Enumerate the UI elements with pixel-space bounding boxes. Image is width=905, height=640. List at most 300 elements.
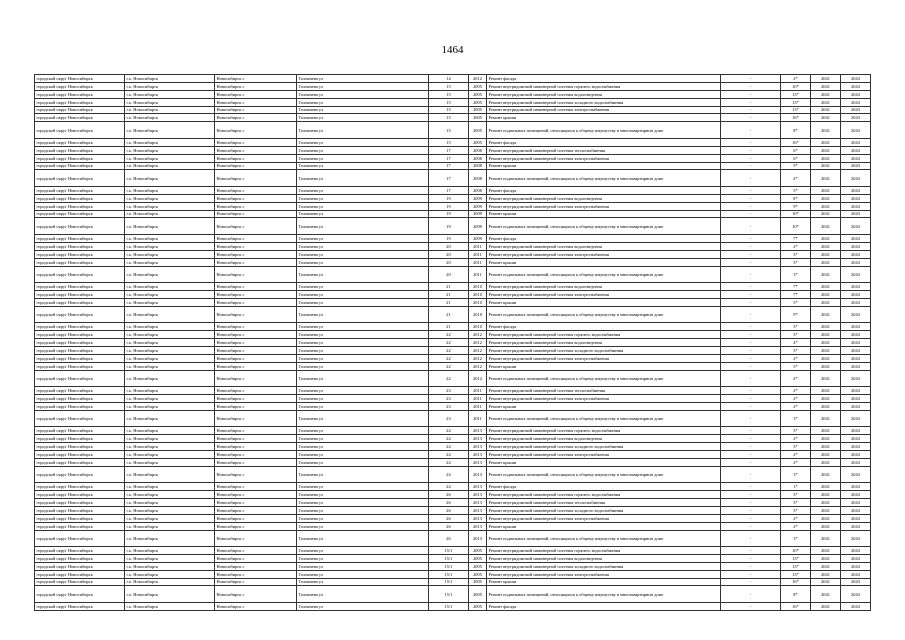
year-to-cell: 2043 — [841, 483, 871, 491]
locality-cell: Новосибирск г — [215, 427, 297, 435]
street-cell: Толмачева ул — [297, 323, 429, 331]
house-number-cell: 19 — [429, 234, 469, 242]
year-to-cell: 2043 — [841, 186, 871, 194]
count-cell: 7* — [781, 290, 811, 298]
house-number-cell: 23 — [429, 387, 469, 395]
year-cell: 2005 — [469, 570, 487, 578]
locality-cell: Новосибирск г — [215, 331, 297, 339]
year-to-cell: 2043 — [841, 210, 871, 218]
street-cell: Толмачева ул — [297, 522, 429, 530]
locality-cell: Новосибирск г — [215, 554, 297, 562]
year-to-cell: 2043 — [841, 298, 871, 306]
municipality-cell: городской округ Новосибирск — [35, 290, 125, 298]
year-to-cell: 2043 — [841, 427, 871, 435]
count-cell: 13* — [781, 106, 811, 114]
year-from-cell: 2041 — [811, 443, 841, 451]
street-cell: Толмачева ул — [297, 410, 429, 427]
house-number-cell: 22 — [429, 346, 469, 354]
locality-cell: Новосибирск г — [215, 138, 297, 146]
municipality-cell: городской округ Новосибирск — [35, 514, 125, 522]
city-district-cell: г.о. Новосибирск — [125, 338, 215, 346]
year-from-cell: 2041 — [811, 290, 841, 298]
count-cell: 13* — [781, 554, 811, 562]
street-cell: Толмачева ул — [297, 234, 429, 242]
house-number-cell: 22 — [429, 354, 469, 362]
year-cell: 2009 — [469, 210, 487, 218]
street-cell: Толмачева ул — [297, 106, 429, 114]
city-district-cell: г.о. Новосибирск — [125, 522, 215, 530]
table-row — [35, 258, 871, 266]
table-row — [35, 514, 871, 522]
street-cell: Толмачева ул — [297, 146, 429, 154]
work-type-cell: Ремонт внутридомовой инженерной системы холодного водоснабжения — [487, 346, 721, 354]
year-from-cell: 2041 — [811, 370, 841, 387]
year-cell: 2013 — [469, 522, 487, 530]
year-cell: 2008 — [469, 154, 487, 162]
dash-cell: - — [721, 586, 781, 603]
year-from-cell: 2041 — [811, 194, 841, 202]
work-type-cell: Ремонт внутридомовой инженерной системы холодного водоснабжения — [487, 506, 721, 514]
year-cell: 2011 — [469, 266, 487, 283]
table-row — [35, 466, 871, 483]
city-district-cell: г.о. Новосибирск — [125, 218, 215, 235]
table-row — [35, 483, 871, 491]
dash-cell: - — [721, 266, 781, 283]
dash-cell: - — [721, 554, 781, 562]
work-type-cell: Ремонт подвальных помещений, относящихся к общему имуществу в многоквартирном доме — [487, 370, 721, 387]
year-to-cell: 2043 — [841, 250, 871, 258]
locality-cell: Новосибирск г — [215, 570, 297, 578]
year-to-cell: 2043 — [841, 514, 871, 522]
year-to-cell: 2043 — [841, 82, 871, 90]
year-to-cell: 2043 — [841, 202, 871, 210]
city-district-cell: г.о. Новосибирск — [125, 394, 215, 402]
year-to-cell: 2043 — [841, 554, 871, 562]
city-district-cell: г.о. Новосибирск — [125, 170, 215, 187]
work-type-cell: Ремонт внутридомовой инженерной системы электроснабжения — [487, 354, 721, 362]
year-from-cell: 2041 — [811, 554, 841, 562]
municipality-cell: городской округ Новосибирск — [35, 306, 125, 323]
city-district-cell: г.о. Новосибирск — [125, 75, 215, 83]
year-to-cell: 2043 — [841, 498, 871, 506]
city-district-cell: г.о. Новосибирск — [125, 586, 215, 603]
year-to-cell: 2043 — [841, 162, 871, 170]
dash-cell: - — [721, 514, 781, 522]
count-cell: 2* — [781, 435, 811, 443]
house-number-cell: 23 — [429, 402, 469, 410]
house-number-cell: 24 — [429, 483, 469, 491]
year-from-cell: 2041 — [811, 450, 841, 458]
city-district-cell: г.о. Новосибирск — [125, 491, 215, 499]
year-from-cell: 2041 — [811, 234, 841, 242]
municipality-cell: городской округ Новосибирск — [35, 458, 125, 466]
dash-cell: - — [721, 578, 781, 586]
work-type-cell: Ремонт крыши — [487, 258, 721, 266]
year-to-cell: 2043 — [841, 331, 871, 339]
dash-cell: - — [721, 283, 781, 291]
table-row — [35, 298, 871, 306]
year-to-cell: 2043 — [841, 602, 871, 610]
city-district-cell: г.о. Новосибирск — [125, 90, 215, 98]
locality-cell: Новосибирск г — [215, 522, 297, 530]
year-from-cell: 2041 — [811, 346, 841, 354]
year-from-cell: 2041 — [811, 331, 841, 339]
year-to-cell: 2043 — [841, 283, 871, 291]
year-cell: 2013 — [469, 443, 487, 451]
house-number-cell: 15 — [429, 90, 469, 98]
city-district-cell: г.о. Новосибирск — [125, 602, 215, 610]
count-cell: 5* — [781, 162, 811, 170]
year-from-cell: 2041 — [811, 402, 841, 410]
year-from-cell: 2041 — [811, 394, 841, 402]
dash-cell: - — [721, 530, 781, 547]
municipality-cell: городской округ Новосибирск — [35, 154, 125, 162]
work-type-cell: Ремонт внутридомовой инженерной системы холодного водоснабжения — [487, 443, 721, 451]
year-to-cell: 2043 — [841, 491, 871, 499]
street-cell: Толмачева ул — [297, 162, 429, 170]
year-to-cell: 2043 — [841, 346, 871, 354]
locality-cell: Новосибирск г — [215, 98, 297, 106]
municipality-cell: городской округ Новосибирск — [35, 354, 125, 362]
table-row — [35, 202, 871, 210]
year-to-cell: 2043 — [841, 323, 871, 331]
year-from-cell: 2041 — [811, 435, 841, 443]
municipality-cell: городской округ Новосибирск — [35, 346, 125, 354]
dash-cell: - — [721, 466, 781, 483]
city-district-cell: г.о. Новосибирск — [125, 283, 215, 291]
table-row — [35, 427, 871, 435]
year-cell: 2005 — [469, 98, 487, 106]
year-cell: 2005 — [469, 586, 487, 603]
dash-cell: - — [721, 298, 781, 306]
year-from-cell: 2041 — [811, 483, 841, 491]
year-cell: 2013 — [469, 458, 487, 466]
table-row — [35, 122, 871, 139]
count-cell: 13* — [781, 562, 811, 570]
table-row — [35, 170, 871, 187]
street-cell: Толмачева ул — [297, 514, 429, 522]
table-row — [35, 530, 871, 547]
count-cell: 10* — [781, 547, 811, 555]
count-cell: 3* — [781, 323, 811, 331]
municipality-cell: городской округ Новосибирск — [35, 578, 125, 586]
house-number-cell: 17 — [429, 146, 469, 154]
municipality-cell: городской округ Новосибирск — [35, 98, 125, 106]
dash-cell: - — [721, 346, 781, 354]
city-district-cell: г.о. Новосибирск — [125, 242, 215, 250]
count-cell: 2* — [781, 75, 811, 83]
year-from-cell: 2041 — [811, 387, 841, 395]
year-cell: 2013 — [469, 530, 487, 547]
count-cell: 3* — [781, 443, 811, 451]
work-type-cell: Ремонт подвальных помещений, относящихся к общему имуществу в многоквартирном доме — [487, 266, 721, 283]
locality-cell: Новосибирск г — [215, 410, 297, 427]
year-cell: 2008 — [469, 186, 487, 194]
house-number-cell: 19 — [429, 194, 469, 202]
year-to-cell: 2043 — [841, 258, 871, 266]
year-cell: 2013 — [469, 435, 487, 443]
municipality-cell: городской округ Новосибирск — [35, 498, 125, 506]
count-cell: 2* — [781, 370, 811, 387]
table-row — [35, 435, 871, 443]
year-cell: 2009 — [469, 202, 487, 210]
year-to-cell: 2043 — [841, 194, 871, 202]
work-type-cell: Ремонт подвальных помещений, относящихся к общему имуществу в многоквартирном доме — [487, 122, 721, 139]
work-type-cell: Ремонт фасада — [487, 75, 721, 83]
city-district-cell: г.о. Новосибирск — [125, 162, 215, 170]
year-from-cell: 2041 — [811, 98, 841, 106]
municipality-cell: городской округ Новосибирск — [35, 331, 125, 339]
count-cell: 9* — [781, 306, 811, 323]
year-from-cell: 2041 — [811, 106, 841, 114]
dash-cell: - — [721, 387, 781, 395]
city-district-cell: г.о. Новосибирск — [125, 194, 215, 202]
year-cell: 2012 — [469, 370, 487, 387]
street-cell: Толмачева ул — [297, 394, 429, 402]
dash-cell: - — [721, 210, 781, 218]
year-to-cell: 2043 — [841, 522, 871, 530]
year-cell: 2012 — [469, 338, 487, 346]
street-cell: Толмачева ул — [297, 562, 429, 570]
locality-cell: Новосибирск г — [215, 394, 297, 402]
house-number-cell: 24 — [429, 466, 469, 483]
table-row — [35, 186, 871, 194]
municipality-cell: городской округ Новосибирск — [35, 427, 125, 435]
house-number-cell: 26 — [429, 530, 469, 547]
table-row — [35, 402, 871, 410]
city-district-cell: г.о. Новосибирск — [125, 435, 215, 443]
municipality-cell: городской округ Новосибирск — [35, 491, 125, 499]
work-type-cell: Ремонт крыши — [487, 402, 721, 410]
table-row — [35, 283, 871, 291]
municipality-cell: городской округ Новосибирск — [35, 402, 125, 410]
municipality-cell: городской округ Новосибирск — [35, 298, 125, 306]
locality-cell: Новосибирск г — [215, 435, 297, 443]
table-row — [35, 602, 871, 610]
work-type-cell: Ремонт крыши — [487, 114, 721, 122]
dash-cell: - — [721, 154, 781, 162]
count-cell: 5* — [781, 186, 811, 194]
year-from-cell: 2041 — [811, 170, 841, 187]
year-cell: 2011 — [469, 410, 487, 427]
city-district-cell: г.о. Новосибирск — [125, 154, 215, 162]
house-number-cell: 17 — [429, 170, 469, 187]
year-from-cell: 2041 — [811, 498, 841, 506]
work-type-cell: Ремонт внутридомовой инженерной системы электроснабжения — [487, 570, 721, 578]
year-cell: 2005 — [469, 122, 487, 139]
street-cell: Толмачева ул — [297, 547, 429, 555]
street-cell: Толмачева ул — [297, 346, 429, 354]
year-cell: 2012 — [469, 362, 487, 370]
table-row — [35, 338, 871, 346]
work-type-cell: Ремонт внутридомовой инженерной системы холодного водоснабжения — [487, 562, 721, 570]
dash-cell: - — [721, 250, 781, 258]
house-number-cell: 24 — [429, 427, 469, 435]
municipality-cell: городской округ Новосибирск — [35, 450, 125, 458]
dash-cell: - — [721, 306, 781, 323]
year-from-cell: 2041 — [811, 530, 841, 547]
dash-cell: - — [721, 234, 781, 242]
table-row — [35, 506, 871, 514]
table-row — [35, 562, 871, 570]
house-number-cell: 17 — [429, 162, 469, 170]
table-row — [35, 154, 871, 162]
count-cell: 2* — [781, 514, 811, 522]
locality-cell: Новосибирск г — [215, 266, 297, 283]
year-cell: 2010 — [469, 298, 487, 306]
year-cell: 2013 — [469, 514, 487, 522]
house-number-cell: 20 — [429, 242, 469, 250]
city-district-cell: г.о. Новосибирск — [125, 530, 215, 547]
count-cell: 6* — [781, 154, 811, 162]
table-row — [35, 554, 871, 562]
house-number-cell: 15 — [429, 122, 469, 139]
city-district-cell: г.о. Новосибирск — [125, 258, 215, 266]
locality-cell: Новосибирск г — [215, 323, 297, 331]
house-number-cell: 22 — [429, 362, 469, 370]
work-type-cell: Ремонт внутридомовой инженерной системы горячего водоснабжения — [487, 82, 721, 90]
house-number-cell: 19 — [429, 210, 469, 218]
year-cell: 2011 — [469, 258, 487, 266]
municipality-cell: городской округ Новосибирск — [35, 522, 125, 530]
dash-cell: - — [721, 483, 781, 491]
locality-cell: Новосибирск г — [215, 242, 297, 250]
dash-cell: - — [721, 427, 781, 435]
municipality-cell: городской округ Новосибирск — [35, 338, 125, 346]
year-to-cell: 2043 — [841, 466, 871, 483]
year-to-cell: 2043 — [841, 98, 871, 106]
city-district-cell: г.о. Новосибирск — [125, 554, 215, 562]
street-cell: Толмачева ул — [297, 98, 429, 106]
year-from-cell: 2041 — [811, 162, 841, 170]
count-cell: 2* — [781, 522, 811, 530]
work-type-cell: Ремонт фасада — [487, 138, 721, 146]
table-row — [35, 491, 871, 499]
street-cell: Толмачева ул — [297, 266, 429, 283]
table-row — [35, 242, 871, 250]
house-number-cell: 22 — [429, 370, 469, 387]
year-from-cell: 2041 — [811, 578, 841, 586]
house-number-cell: 21 — [429, 283, 469, 291]
municipality-cell: городской округ Новосибирск — [35, 362, 125, 370]
work-type-cell: Ремонт внутридомовой инженерной системы водоотведения — [487, 338, 721, 346]
count-cell: 3* — [781, 258, 811, 266]
count-cell: 2* — [781, 242, 811, 250]
street-cell: Толмачева ул — [297, 82, 429, 90]
street-cell: Толмачева ул — [297, 250, 429, 258]
dash-cell: - — [721, 354, 781, 362]
year-to-cell: 2043 — [841, 435, 871, 443]
count-cell: 16* — [781, 578, 811, 586]
dash-cell: - — [721, 562, 781, 570]
city-district-cell: г.о. Новосибирск — [125, 122, 215, 139]
table-row — [35, 410, 871, 427]
work-type-cell: Ремонт внутридомовой инженерной системы электроснабжения — [487, 514, 721, 522]
locality-cell: Новосибирск г — [215, 298, 297, 306]
locality-cell: Новосибирск г — [215, 202, 297, 210]
city-district-cell: г.о. Новосибирск — [125, 427, 215, 435]
municipality-cell: городской округ Новосибирск — [35, 570, 125, 578]
count-cell: 2* — [781, 450, 811, 458]
house-number-cell: 15/1 — [429, 554, 469, 562]
city-district-cell: г.о. Новосибирск — [125, 547, 215, 555]
municipality-cell: городской округ Новосибирск — [35, 602, 125, 610]
municipality-cell: городской округ Новосибирск — [35, 210, 125, 218]
count-cell: 10* — [781, 210, 811, 218]
city-district-cell: г.о. Новосибирск — [125, 146, 215, 154]
table-row — [35, 370, 871, 387]
year-cell: 2008 — [469, 146, 487, 154]
locality-cell: Новосибирск г — [215, 306, 297, 323]
locality-cell: Новосибирск г — [215, 90, 297, 98]
count-cell: 2* — [781, 170, 811, 187]
locality-cell: Новосибирск г — [215, 491, 297, 499]
street-cell: Толмачева ул — [297, 491, 429, 499]
street-cell: Толмачева ул — [297, 570, 429, 578]
locality-cell: Новосибирск г — [215, 122, 297, 139]
municipality-cell: городской округ Новосибирск — [35, 82, 125, 90]
count-cell: 3* — [781, 250, 811, 258]
year-cell: 2012 — [469, 75, 487, 83]
year-from-cell: 2041 — [811, 338, 841, 346]
street-cell: Толмачева ул — [297, 306, 429, 323]
work-type-cell: Ремонт фасада — [487, 234, 721, 242]
house-number-cell: 17 — [429, 154, 469, 162]
municipality-cell: городской округ Новосибирск — [35, 146, 125, 154]
table-row — [35, 250, 871, 258]
table-row — [35, 266, 871, 283]
locality-cell: Новосибирск г — [215, 154, 297, 162]
locality-cell: Новосибирск г — [215, 602, 297, 610]
table-row — [35, 547, 871, 555]
count-cell: 16* — [781, 138, 811, 146]
table-row — [35, 290, 871, 298]
year-from-cell: 2041 — [811, 570, 841, 578]
dash-cell: - — [721, 450, 781, 458]
work-type-cell: Ремонт внутридомовой инженерной системы электроснабжения — [487, 202, 721, 210]
year-from-cell: 2041 — [811, 242, 841, 250]
work-type-cell: Ремонт внутридомовой инженерной системы электроснабжения — [487, 450, 721, 458]
year-cell: 2011 — [469, 394, 487, 402]
dash-cell: - — [721, 258, 781, 266]
street-cell: Толмачева ул — [297, 331, 429, 339]
dash-cell: - — [721, 202, 781, 210]
street-cell: Толмачева ул — [297, 138, 429, 146]
table-row — [35, 570, 871, 578]
year-from-cell: 2041 — [811, 122, 841, 139]
city-district-cell: г.о. Новосибирск — [125, 578, 215, 586]
year-from-cell: 2041 — [811, 323, 841, 331]
count-cell: 3* — [781, 331, 811, 339]
year-cell: 2010 — [469, 306, 487, 323]
locality-cell: Новосибирск г — [215, 250, 297, 258]
year-cell: 2012 — [469, 346, 487, 354]
city-district-cell: г.о. Новосибирск — [125, 210, 215, 218]
year-cell: 2005 — [469, 138, 487, 146]
year-to-cell: 2043 — [841, 530, 871, 547]
table-row — [35, 138, 871, 146]
year-to-cell: 2043 — [841, 90, 871, 98]
house-number-cell: 24 — [429, 450, 469, 458]
municipality-cell: городской округ Новосибирск — [35, 106, 125, 114]
count-cell: 6* — [781, 146, 811, 154]
work-type-cell: Ремонт подвальных помещений, относящихся к общему имуществу в многоквартирном доме — [487, 530, 721, 547]
year-to-cell: 2043 — [841, 354, 871, 362]
street-cell: Толмачева ул — [297, 450, 429, 458]
municipality-cell: городской округ Новосибирск — [35, 202, 125, 210]
dash-cell: - — [721, 138, 781, 146]
house-number-cell: 21 — [429, 298, 469, 306]
